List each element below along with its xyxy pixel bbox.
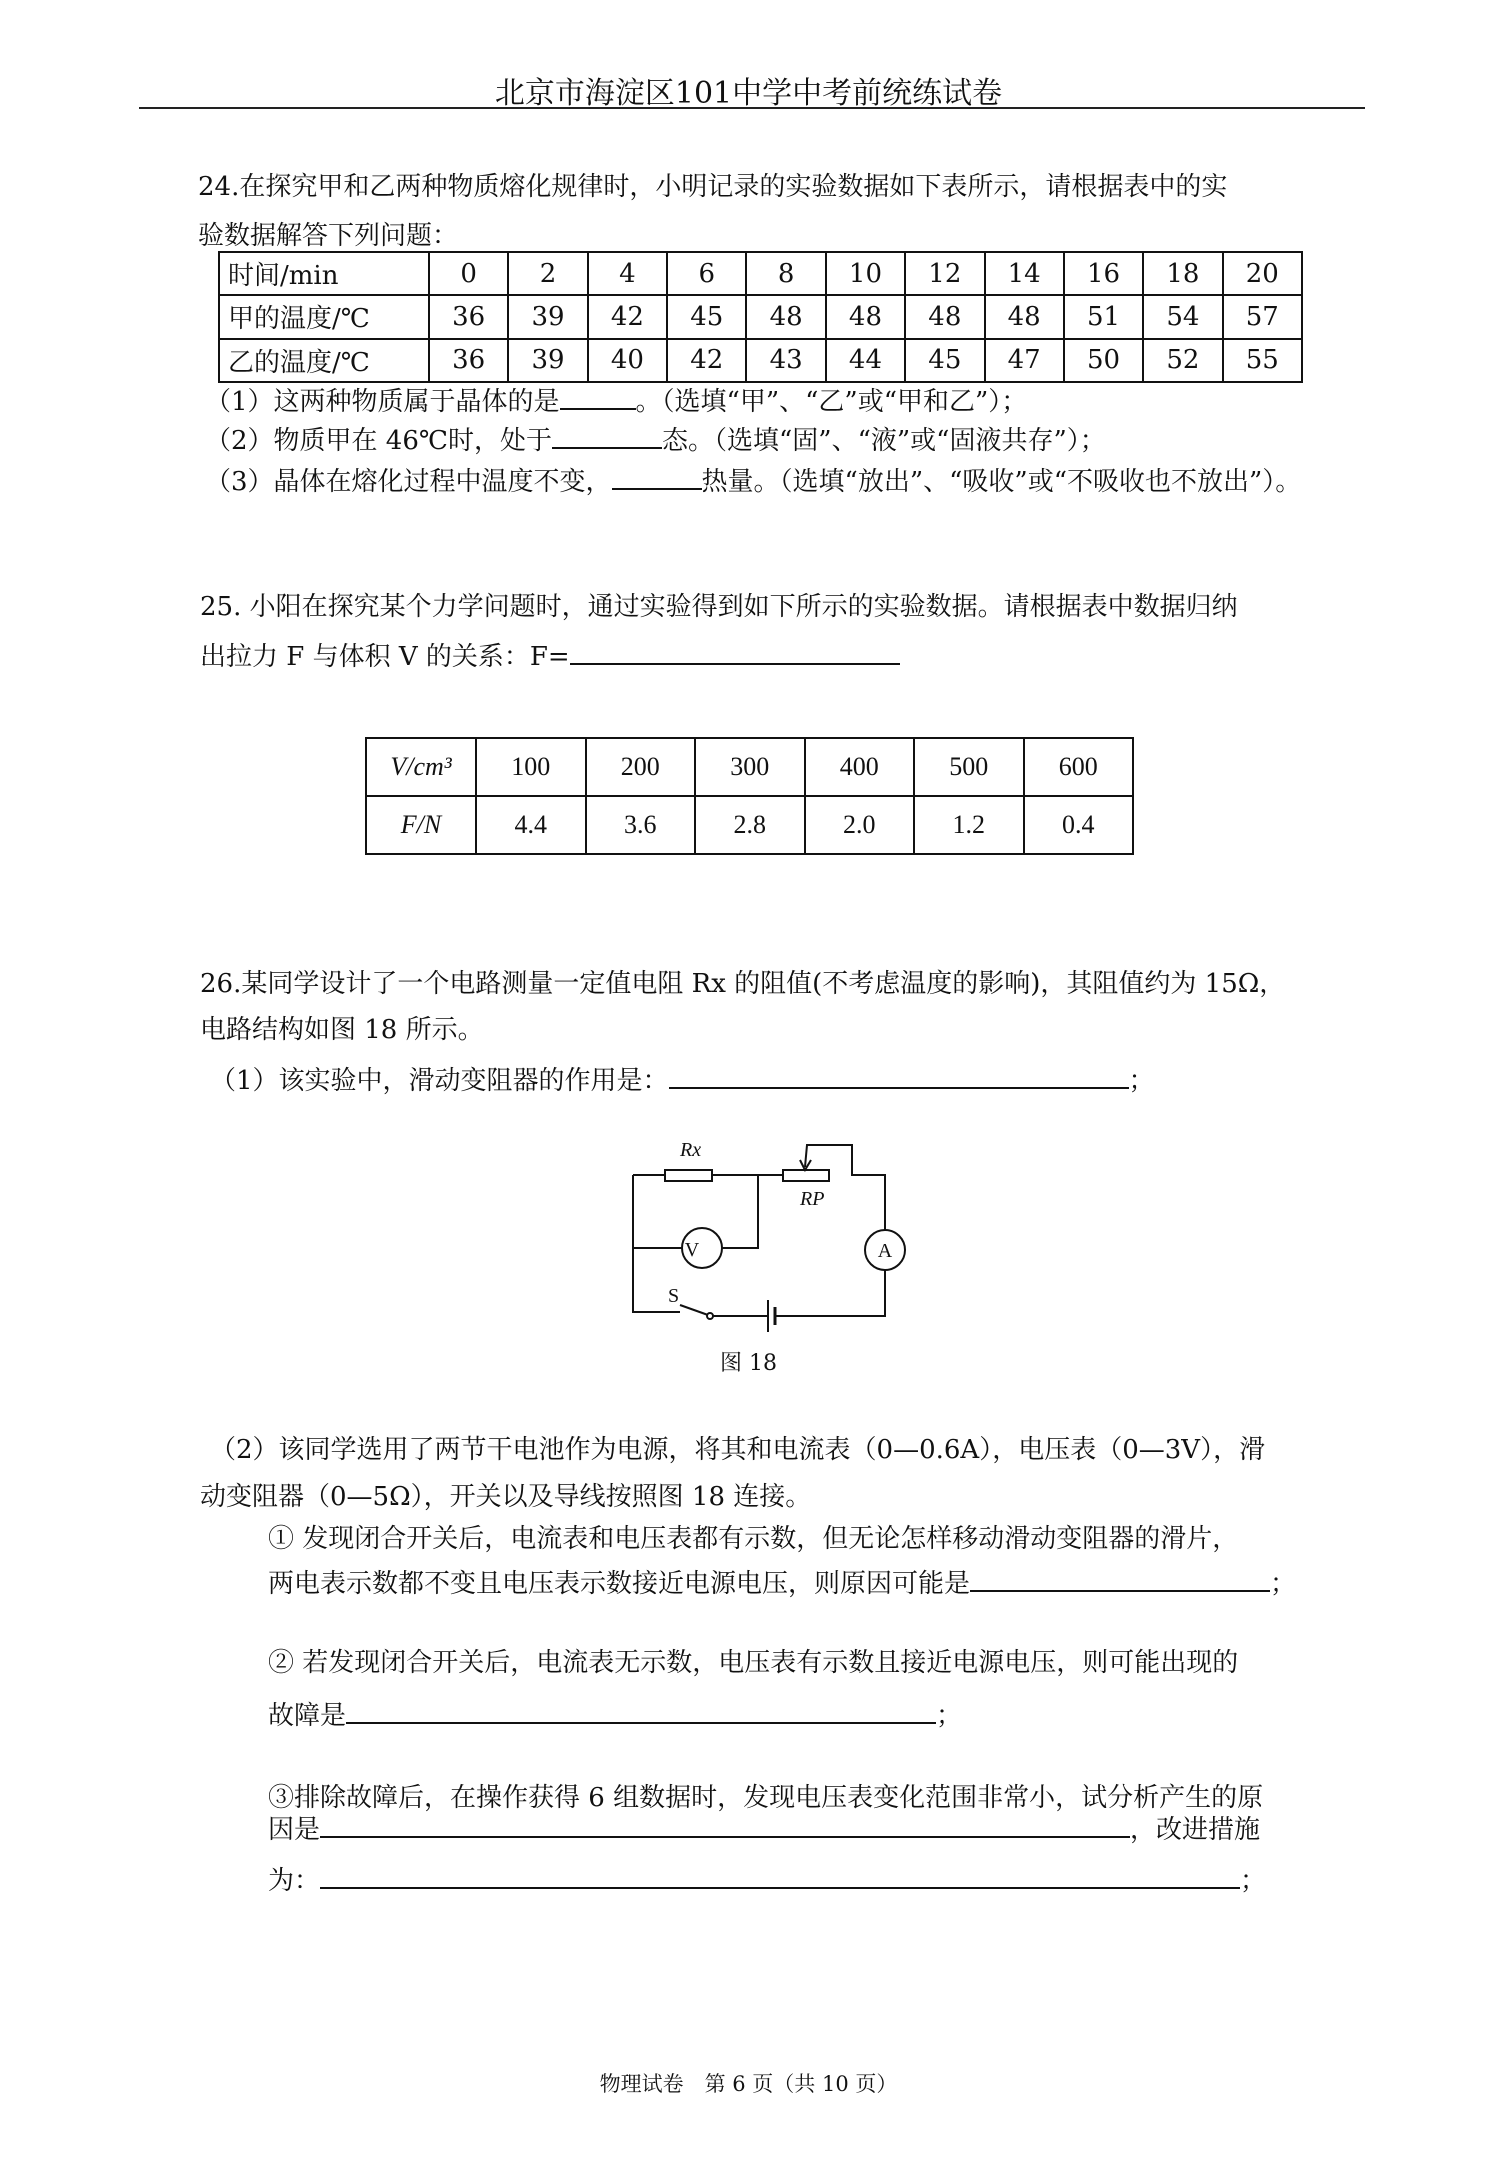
q26-c1-text: 两电表示数都不变且电压表示数接近电源电压，则原因可能是 [268, 1569, 971, 1599]
switch-label: S [668, 1285, 680, 1307]
punct: ； [936, 1701, 963, 1731]
table-cell: 12 [905, 252, 984, 295]
header-rule [139, 107, 1365, 109]
q26-c2-cont [268, 1698, 962, 1734]
q24-sub1 [205, 384, 1027, 420]
q26-c3-text: 因是 [268, 1815, 321, 1845]
table-cell: 57 [1223, 295, 1302, 338]
answer-blank[interactable] [320, 1863, 1240, 1889]
table-row [219, 295, 1302, 338]
answer-blank[interactable] [612, 464, 702, 490]
table-cell: 50 [1064, 339, 1143, 382]
table-cell: 8 [746, 252, 825, 295]
table-cell: 18 [1143, 252, 1222, 295]
table-cell: 4.4 [476, 796, 586, 854]
resistor-rx [665, 1170, 712, 1181]
table-cell: 16 [1064, 252, 1143, 295]
answer-blank[interactable] [669, 1063, 1129, 1089]
table-cell: 39 [508, 295, 587, 338]
table-cell: 40 [588, 339, 667, 382]
q26-c2: ② 若发现闭合开关后，电流表无示数，电压表有示数且接近电源电压，则可能出现的 [268, 1648, 1239, 1678]
table-cell: 1.2 [914, 796, 1024, 854]
row-header: 乙的温度/℃ [219, 339, 429, 382]
q26-c3-text3: 为： [268, 1866, 321, 1896]
q24-sub3 [205, 464, 1301, 500]
row-header: 时间/min [219, 252, 429, 295]
table-cell: 45 [667, 295, 746, 338]
q24-sub3-text: （3）晶体在熔化过程中温度不变， [205, 467, 612, 497]
table-cell: 14 [985, 252, 1064, 295]
row-header: 甲的温度/℃ [219, 295, 429, 338]
table-cell: 3.6 [586, 796, 696, 854]
table-cell: 500 [914, 738, 1024, 796]
table-cell: 48 [905, 295, 984, 338]
table-cell: 54 [1143, 295, 1222, 338]
table-cell: 48 [746, 295, 825, 338]
table-cell: 200 [586, 738, 696, 796]
q25-stem-text: 出拉力 F 与体积 V 的关系：F= [200, 642, 570, 672]
answer-blank[interactable] [970, 1566, 1270, 1592]
q26-c3-cont [268, 1812, 1260, 1848]
header-v: V/cm³ [366, 738, 476, 796]
punct: ； [1270, 1569, 1297, 1599]
table-cell: 2.0 [805, 796, 915, 854]
q25-stem-cont [200, 639, 900, 675]
rheostat-rp [783, 1170, 829, 1181]
page-title: 北京市海淀区101中学中考前统练试卷 [494, 76, 1003, 111]
table-cell: 2 [508, 252, 587, 295]
q26-c3: ③排除故障后，在操作获得 6 组数据时，发现电压表变化范围非常小，试分析产生的原 [268, 1783, 1264, 1813]
q24-sub3-hint: 热量。（选填“放出”、“吸收”或“不吸收也不放出”）。 [701, 467, 1302, 497]
q26-stem-cont: 电路结构如图 18 所示。 [200, 1015, 484, 1045]
circuit-diagram [600, 1120, 950, 1350]
answer-blank[interactable] [346, 1698, 936, 1724]
answer-blank[interactable] [570, 639, 900, 665]
q25-stem: 25. 小阳在探究某个力学问题时，通过实验得到如下所示的实验数据。请根据表中数据归纳 [200, 592, 1238, 622]
table-cell: 36 [429, 339, 508, 382]
table-cell: 51 [1064, 295, 1143, 338]
q26-sub1 [210, 1063, 1155, 1099]
q24-sub1-text: （1）这两种物质属于晶体的是 [205, 387, 560, 417]
table-cell: 42 [667, 339, 746, 382]
q26-sub2-cont: 动变阻器（0—5Ω），开关以及导线按照图 18 连接。 [200, 1482, 812, 1512]
table-row [366, 796, 1133, 854]
q26-sub1-text: （1）该实验中，滑动变阻器的作用是： [210, 1066, 669, 1096]
answer-blank[interactable] [560, 384, 636, 410]
table-cell: 10 [826, 252, 905, 295]
table-cell: 20 [1223, 252, 1302, 295]
page-footer: 物理试卷 第 6 页（共 10 页） [599, 2072, 898, 2096]
table-row [219, 339, 1302, 382]
table-cell: 6 [667, 252, 746, 295]
q26-c3-cont2 [268, 1863, 1266, 1899]
q24-sub1-hint: 。（选填“甲”、“乙”或“甲和乙”）； [635, 387, 1028, 417]
q24-table [218, 251, 1303, 383]
q24-stem-cont: 验数据解答下列问题： [198, 221, 459, 251]
q26-c1: ① 发现闭合开关后，电流表和电压表都有示数，但无论怎样移动滑动变阻器的滑片， [268, 1524, 1239, 1554]
q26-c2-text: 故障是 [268, 1701, 347, 1731]
figure-caption: 图 18 [720, 1351, 777, 1376]
punct: ； [1128, 1066, 1155, 1096]
punct: ； [1240, 1866, 1267, 1896]
table-cell: 36 [429, 295, 508, 338]
q24-sub2-hint: 态。（选填“固”、“液”或“固液共存”）； [661, 426, 1106, 456]
table-cell: 2.8 [695, 796, 805, 854]
q24-sub2-text: （2）物质甲在 46℃时，处于 [205, 426, 552, 456]
q25-table [365, 737, 1134, 855]
q26-stem: 26.某同学设计了一个电路测量一定值电阻 Rx 的阻值(不考虑温度的影响)，其阻值约为 15Ω， [200, 969, 1286, 999]
table-cell: 0 [429, 252, 508, 295]
table-row [219, 252, 1302, 295]
voltmeter-label: V [684, 1239, 700, 1261]
table-row [366, 738, 1133, 796]
q26-c1-cont [268, 1566, 1296, 1602]
header-f: F/N [366, 796, 476, 854]
table-cell: 400 [805, 738, 915, 796]
q26-c3-text2: ，改进措施 [1130, 1815, 1261, 1845]
table-cell: 55 [1223, 339, 1302, 382]
rx-label: Rx [680, 1139, 702, 1161]
table-cell: 45 [905, 339, 984, 382]
q24-sub2 [205, 423, 1106, 459]
table-cell: 48 [985, 295, 1064, 338]
q24-stem: 24.在探究甲和乙两种物质熔化规律时，小明记录的实验数据如下表所示，请根据表中的实 [198, 172, 1228, 202]
table-cell: 100 [476, 738, 586, 796]
table-cell: 44 [826, 339, 905, 382]
answer-blank[interactable] [320, 1812, 1130, 1838]
table-cell: 0.4 [1024, 796, 1134, 854]
ammeter-label: A [877, 1240, 893, 1262]
answer-blank[interactable] [552, 423, 662, 449]
table-cell: 47 [985, 339, 1064, 382]
table-cell: 48 [826, 295, 905, 338]
q26-sub2: （2）该同学选用了两节干电池作为电源，将其和电流表（0—0.6A），电压表（0—3V），滑 [210, 1435, 1266, 1465]
table-cell: 300 [695, 738, 805, 796]
table-cell: 39 [508, 339, 587, 382]
rp-label: RP [800, 1188, 825, 1210]
table-cell: 52 [1143, 339, 1222, 382]
table-cell: 43 [746, 339, 825, 382]
table-cell: 4 [588, 252, 667, 295]
table-cell: 600 [1024, 738, 1134, 796]
table-cell: 42 [588, 295, 667, 338]
